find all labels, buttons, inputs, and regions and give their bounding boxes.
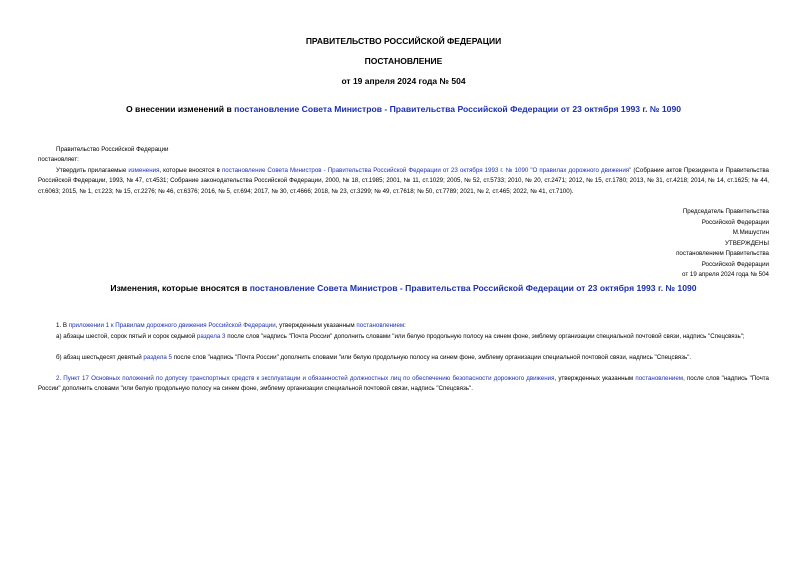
signature-country: Российской Федерации	[701, 218, 769, 226]
government-heading: ПРАВИТЕЛЬСТВО РОССИЙСКОЙ ФЕДЕРАЦИИ	[305, 36, 502, 46]
approved-label: УТВЕРЖДЕНЫ	[725, 239, 769, 247]
decides-label: постановляет:	[38, 156, 79, 163]
item-1-text-b: , утвержденным указанным	[275, 322, 357, 329]
item-2-text-b: , после слов "надпись "Почта России" дополнить словами "или белую продольную полосу на синем фоне, эмблему организации специальной почтовой связи, надпись "Спецсвязь".	[38, 375, 769, 393]
signature-name: М.Мишустин	[732, 229, 769, 236]
changes-title-decree-link[interactable]: постановление Совета Министров - Правительства Российской Федерации от 23 октября 1993 г. № 1090	[249, 283, 697, 293]
document-title	[0, 104, 807, 114]
issuing-organization: Правительство Российской Федерации	[56, 146, 169, 153]
changes-title	[0, 283, 807, 293]
item-2-text-a: , утвержденных указанным	[554, 375, 636, 382]
title-decree-link[interactable]: постановление Совета Министров - Правительства Российской Федерации от 23 октября 1993 г. № 1090	[234, 104, 682, 114]
title-prefix: О внесении изменений в	[125, 104, 235, 114]
changes-title-prefix: Изменения, которые вносятся в	[110, 283, 250, 293]
signature-position: Председатель Правительства	[682, 208, 769, 215]
p1-text-c: (Собрание актов Президента и Правительства Российской Федерации, 1993, № 47, ст.4531; Собрание законодательства Российской Федерации, 2000, № 18, ст.1985; 2001, № 11, ст.1029; 2005, № 52, ст.5733; 2010, № 20, ст.2471; 2012, № 15, ст.1780; 2013, № 31, ст.4218; 2014, № 14, ст.1625; № 44, ст.6063; 2015, № 1, ст.223; № 15, ст.2276; № 46, ст.6376; 2016, № 5, ст.694; 2017, № 30, ст.4666; 2018, № 23, ст.3299; № 49, ст.7618; № 50, ст.7789; 2021, № 2, ст.465; 2022, № 41, ст.7100).	[38, 167, 769, 195]
p1-text-b: , которые вносятся в	[159, 167, 222, 174]
approved-date: от 19 апреля 2024 года № 504	[682, 271, 769, 278]
item-1a-text-b: после слов "надпись "Почта России" дополнить словами "или белую продольную полосу на синем фоне, эмблему организации специальной почтовой связи, надпись "Спецсвязь";	[225, 333, 745, 340]
decree-link-1[interactable]: постановлением	[356, 322, 405, 329]
decree-link-2[interactable]: постановлением	[635, 375, 684, 382]
p1-text-a: Утвердить прилагаемые	[56, 167, 129, 174]
item-2	[38, 374, 769, 395]
approved-country: Российской Федерации	[701, 260, 769, 268]
item-1	[38, 321, 769, 331]
traffic-rules-decree-link[interactable]: постановление Совета Министров - Правительства Российской Федерации от 23 октября 1993 г. № 1090 "О правилах дорожного движения"	[221, 167, 632, 174]
approved-by: постановлением Правительства	[676, 250, 769, 257]
document-type: ПОСТАНОВЛЕНИЕ	[364, 56, 443, 66]
item-1a-text-a: а) абзацы шестой, сорок пятый и сорок седьмой	[56, 333, 197, 340]
approval-paragraph	[38, 166, 769, 197]
appendix-1-link[interactable]: приложении 1 к Правилам дорожного движения Российской Федерации	[68, 322, 276, 329]
item-1-text-c: :	[404, 322, 406, 329]
point-17-link[interactable]: 2. Пункт 17 Основных положений по допуску транспортных средств к эксплуатации и обязанностей должностных лиц по обеспечению безопасности дорожного движения	[56, 375, 555, 382]
item-1a	[38, 332, 769, 342]
item-1-text-a: 1. В	[56, 322, 69, 329]
section-3-link[interactable]: раздела 3	[196, 333, 226, 340]
item-1b-text-a: б) абзац шестьдесят девятый	[56, 354, 144, 361]
item-1b-text-b: после слов "надпись "Почта России" дополнить словами "или белую продольную полосу на синем фоне, эмблему организации специальной почтовой связи, надпись "Спецсвязь".	[171, 354, 692, 361]
changes-link[interactable]: изменения	[128, 167, 160, 174]
document-date-number: от 19 апреля 2024 года № 504	[341, 76, 466, 86]
item-1b	[38, 353, 769, 363]
section-5-link[interactable]: раздела 5	[143, 354, 172, 361]
